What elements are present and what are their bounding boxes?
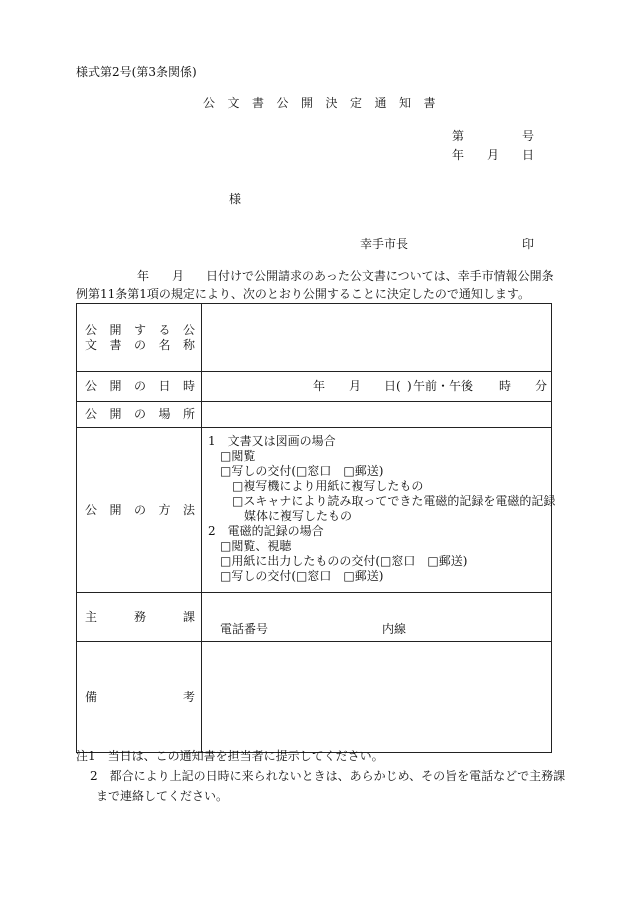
date-year: 年 (452, 148, 465, 162)
date-day: 日 (522, 148, 535, 162)
value-department[interactable] (202, 593, 552, 642)
note-2-cont: まで連絡してください。 (96, 789, 229, 803)
phone-label: 電話番号 (220, 622, 269, 636)
label-department: 主 務 課 (77, 593, 202, 642)
date-month: 月 (487, 148, 500, 162)
number-dai: 第 (452, 129, 465, 143)
method-option-scan[interactable]: □スキャナにより読み取ってできた電磁的記録を電磁的記録 (232, 494, 556, 508)
value-remarks[interactable] (202, 642, 552, 753)
row-datetime (77, 372, 552, 402)
method-section-1: 1 文書又は図画の場合 (208, 434, 336, 448)
label-datetime: 公 開 の 日 時 (77, 372, 202, 402)
label-place: 公 開 の 場 所 (77, 402, 202, 428)
value-method (202, 428, 556, 593)
dt-day: 日( (384, 379, 401, 393)
label-method: 公 開 の 方 法 (77, 428, 202, 593)
intro-line2: 例第11条第1項の規定により、次のとおり公開することに決定したので通知します。 (76, 287, 530, 301)
method-option-printout[interactable]: □用紙に出力したものの交付(□窓口 □郵送) (220, 554, 468, 568)
document-title: 公文書公開決定通知書 (203, 96, 449, 110)
method-option-copy-2[interactable]: □写しの交付(□窓口 □郵送) (220, 569, 384, 583)
decision-table (76, 303, 556, 753)
note-2: 2 都合により上記の日時に来られないときは、あらかじめ、その旨を電話などで主務課 (90, 769, 566, 783)
seal-mark: 印 (522, 237, 535, 251)
method-option-scan-cont: 媒体に複写したもの (244, 509, 353, 523)
value-datetime[interactable] (202, 372, 552, 402)
dt-month: 月 (349, 379, 362, 393)
dt-minute: 分 (535, 379, 548, 393)
dt-hour: 時 (499, 379, 512, 393)
method-option-copy[interactable]: □写しの交付(□窓口 □郵送) (220, 464, 384, 478)
row-place (77, 402, 552, 428)
intro-month: 月 (172, 269, 185, 283)
dt-paren-close: ) (407, 379, 412, 393)
method-option-view-listen[interactable]: □閲覧、視聴 (220, 539, 292, 553)
value-place[interactable] (202, 402, 552, 428)
value-document-name[interactable] (202, 304, 552, 372)
row-document-name (77, 304, 552, 372)
extension-label: 内線 (382, 622, 407, 636)
label-document-name (77, 304, 202, 372)
addressee-suffix: 様 (229, 192, 242, 206)
form-number: 様式第2号(第3条関係) (76, 65, 197, 79)
label-remarks: 備 考 (77, 642, 202, 753)
method-section-2: 2 電磁的記録の場合 (208, 524, 324, 538)
intro-year: 年 (137, 269, 150, 283)
intro-line1: 日付けで公開請求のあった公文書については、幸手市情報公開条 (206, 269, 554, 283)
note-1: 注1 当日は、この通知書を担当者に提示してください。 (76, 749, 384, 763)
row-department (77, 593, 552, 642)
dt-year: 年 (313, 379, 326, 393)
method-option-view[interactable]: □閲覧 (220, 449, 256, 463)
row-remarks (77, 642, 552, 753)
number-go: 号 (522, 129, 535, 143)
label-line-1: 公 開 す る 公 (85, 322, 195, 337)
label-line-2: 文 書 の 名 称 (85, 337, 195, 352)
sender-name: 幸手市長 (360, 237, 409, 251)
dt-ampm: 午前・午後 (413, 379, 474, 393)
row-method (77, 428, 552, 593)
method-option-photocopy[interactable]: □複写機により用紙に複写したもの (232, 479, 424, 493)
